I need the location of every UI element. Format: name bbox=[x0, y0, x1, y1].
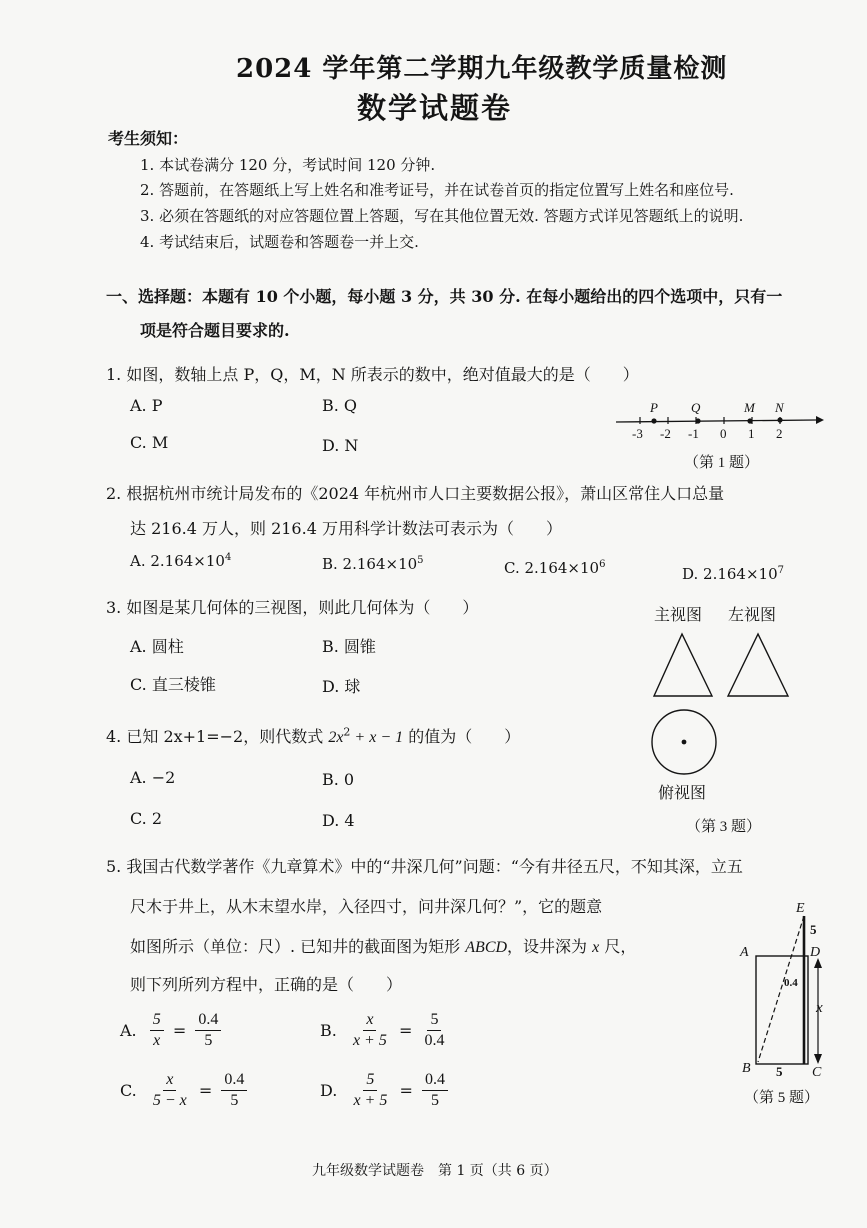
number-line-axis bbox=[616, 420, 816, 422]
point-m-label: M bbox=[744, 400, 755, 415]
instruction-item: 4. 考试结束后，试题卷和答题卷一并上交. bbox=[140, 233, 419, 251]
q4-option-d: D. 4 bbox=[322, 811, 355, 830]
label-a: A bbox=[740, 945, 749, 960]
label-c: C bbox=[812, 1065, 822, 1080]
point-n-label: N bbox=[775, 400, 784, 415]
q3-option-b: B. 圆锥 bbox=[322, 637, 376, 656]
q2-stem-cont: 达 216.4 万人，则 216.4 万用科学计数法可表示为（ ） bbox=[130, 519, 562, 538]
arrow-down-icon bbox=[814, 1054, 822, 1064]
sight-line bbox=[758, 916, 804, 1062]
tick-label: -1 bbox=[688, 426, 699, 441]
section-heading: 一、选择题：本题有 10 个小题，每小题 3 分，共 30 分. 在每小题给出的四个选项中，只有一 bbox=[106, 287, 783, 306]
tick-label: 1 bbox=[748, 426, 755, 441]
q2-option-b: B. $2.164\times 10^5$ bbox=[322, 555, 424, 573]
instruction-item: 3. 必须在答题纸的对应答题位置上答题，写在其他位置无效. 答题方式详见答题纸上的说明. bbox=[140, 207, 744, 225]
q3-option-d: D. 球 bbox=[322, 677, 361, 696]
instruction-item: 2. 答题前，在答题纸上写上姓名和准考证号，并在试卷首页的指定位置写上姓名和座位号. bbox=[140, 181, 734, 199]
q1-option-d: D. N bbox=[322, 436, 359, 455]
point-p-label: P bbox=[650, 400, 658, 415]
point-q-label: Q bbox=[691, 400, 701, 415]
q5-option-a: A. $\frac{5}{x}$ = $\frac{0.4}{5}$ bbox=[120, 1010, 221, 1051]
depth-label: x bbox=[816, 1000, 823, 1016]
tick-label: -2 bbox=[660, 426, 671, 441]
q1-option-c: C. M bbox=[130, 433, 169, 452]
q5-option-c: C. $\frac{x}{5 - x}$ = $\frac{0.4}{5}$ bbox=[120, 1070, 247, 1111]
tick-label: 0 bbox=[720, 426, 727, 441]
three-views-figure bbox=[640, 598, 800, 838]
q5-stem-cont: 尺木于井上，从木末望水岸，入径四寸，问井深几何？”，它的题意 bbox=[130, 897, 603, 916]
q5-stem: 5. 我国古代数学著作《九章算术》中的“井深几何”问题：“今有井径五尺，不知其深，立五 bbox=[106, 857, 743, 876]
q4-option-b: B. 0 bbox=[322, 770, 355, 789]
q2-stem: 2. 根据杭州市统计局发布的《2024 年杭州市人口主要数据公报》，萧山区常住人口总量 bbox=[106, 484, 725, 503]
arrow-right-icon bbox=[816, 416, 824, 424]
q4-stem: 4. 已知 2x+1=−2，则代数式 $2x^2 + x - 1$ 的值为（ ） bbox=[106, 725, 521, 746]
tick-label: 2 bbox=[776, 426, 783, 441]
number-line-figure bbox=[610, 396, 830, 476]
q2-option-a: A. $2.164\times 10^4$ bbox=[130, 552, 232, 570]
exam-subtitle: 数学试题卷 bbox=[357, 91, 513, 125]
pole-length-label: 5 bbox=[810, 922, 817, 937]
label-d: D bbox=[810, 945, 821, 960]
figure-caption: （第 3 题） bbox=[686, 819, 762, 835]
q3-option-c: C. 直三棱锥 bbox=[130, 675, 216, 694]
q5-stem-cont: 则下列所列方程中，正确的是（ ） bbox=[130, 975, 403, 994]
q4-option-a: A. −2 bbox=[130, 768, 176, 787]
label-e: E bbox=[796, 901, 805, 916]
figure-caption: （第 5 题） bbox=[744, 1090, 820, 1106]
figure-caption: （第 1 题） bbox=[684, 455, 760, 471]
section-heading-cont: 项是符合题目要求的. bbox=[140, 321, 290, 340]
exam-title: 2024 学年第二学期九年级教学质量检测 bbox=[236, 54, 728, 84]
point-m-dot bbox=[747, 418, 752, 423]
label-b: B bbox=[742, 1061, 751, 1076]
front-view-label: 主视图 bbox=[654, 607, 703, 624]
left-view-triangle bbox=[728, 634, 788, 696]
q2-option-d: D. $2.164\times 10^7$ bbox=[682, 565, 784, 583]
well-rectangle bbox=[756, 956, 808, 1064]
page-footer: 九年级数学试题卷 第 1 页（共 6 页） bbox=[312, 1163, 558, 1179]
center-dot bbox=[682, 740, 687, 745]
q3-stem: 3. 如图是某几何体的三视图，则此几何体为（ ） bbox=[106, 598, 479, 617]
front-view-triangle bbox=[654, 634, 712, 696]
tick-label: -3 bbox=[632, 426, 643, 441]
q2-option-c: C. $2.164\times 10^6$ bbox=[504, 559, 606, 577]
point-p-dot bbox=[651, 418, 656, 423]
q1-stem: 1. 如图，数轴上点 P，Q，M，N 所表示的数中，绝对值最大的是（ ） bbox=[106, 365, 639, 384]
offset-label: 0.4 bbox=[784, 977, 798, 989]
well-figure bbox=[730, 898, 840, 1113]
q5-option-d: D. $\frac{5}{x + 5}$ = $\frac{0.4}{5}$ bbox=[320, 1070, 448, 1111]
width-label: 5 bbox=[776, 1064, 783, 1079]
q1-option-a: A. P bbox=[130, 396, 163, 415]
instruction-item: 1. 本试卷满分 120 分，考试时间 120 分钟. bbox=[140, 156, 436, 174]
q4-option-c: C. 2 bbox=[130, 809, 163, 828]
left-view-label: 左视图 bbox=[728, 607, 777, 624]
point-n-dot bbox=[777, 417, 782, 422]
q5-option-b: B. $\frac{x}{x + 5}$ = $\frac{5}{0.4}$ bbox=[320, 1011, 445, 1049]
q3-option-a: A. 圆柱 bbox=[130, 637, 184, 656]
q1-option-b: B. Q bbox=[322, 396, 358, 415]
q5-stem-cont: 如图所示（单位：尺）. 已知井的截面图为矩形 ABCD，设井深为 x 尺， bbox=[130, 937, 637, 956]
instructions-heading: 考生须知： bbox=[108, 129, 189, 148]
point-q-dot bbox=[695, 418, 700, 423]
top-view-label: 俯视图 bbox=[658, 785, 707, 802]
